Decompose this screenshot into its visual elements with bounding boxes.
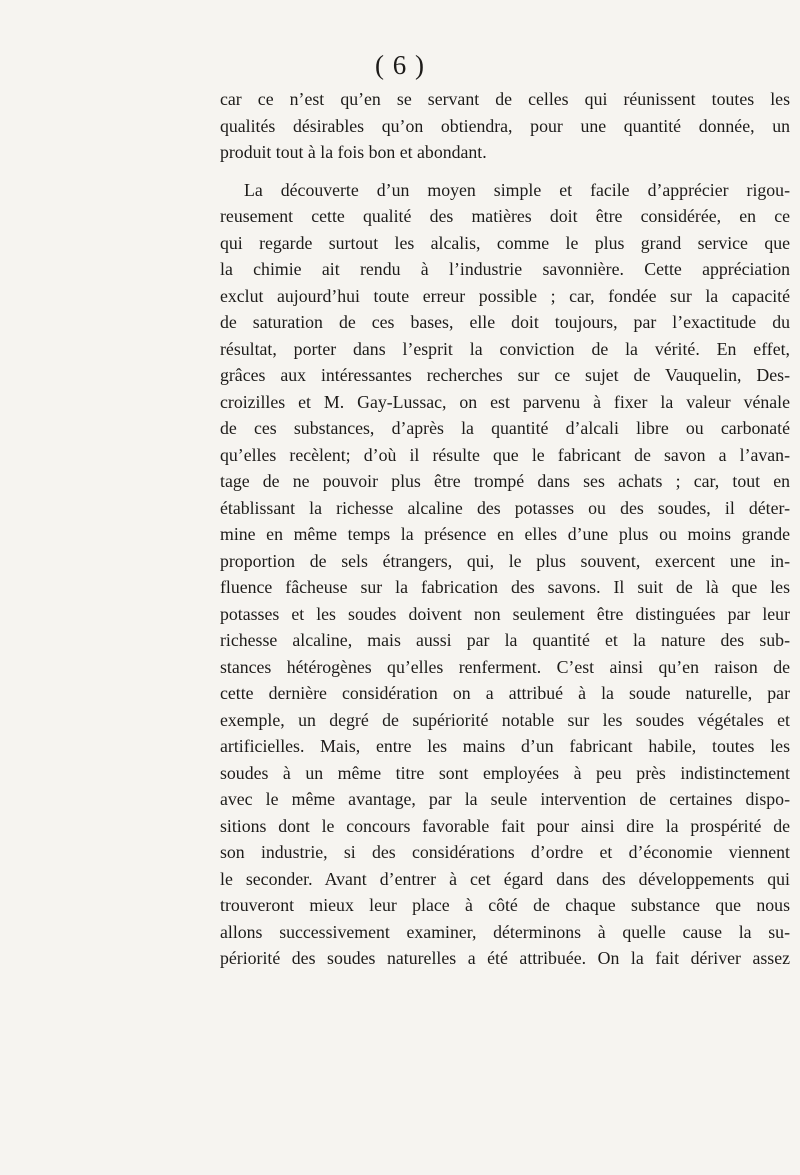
text-line: soudes à un même titre sont employées à peu près indistinctement <box>220 762 790 783</box>
text-line: produit tout à la fois bon et abondant. <box>220 142 487 162</box>
text-line: stances hétérogènes qu’elles renferment. C’est ainsi qu’en raison de <box>220 656 790 677</box>
text-line: grâces aux intéressantes recherches sur ce sujet de Vauquelin, Des- <box>220 365 790 385</box>
text-line: de saturation de ces bases, elle doit toujours, par l’exactitude du <box>220 312 790 332</box>
text-line: cette dernière considération on a attribué à la soude naturelle, par <box>220 683 790 703</box>
text-line: sitions dont le concours favorable fait pour ainsi dire la prospérité de <box>220 815 790 836</box>
text-line: car ce n’est qu’en se servant de celles qui réunissent toutes les <box>220 89 790 109</box>
text-line: potasses et les soudes doivent non seulement être distinguées par leur <box>220 603 790 624</box>
text-line: artificielles. Mais, entre les mains d’un fabricant habile, toutes les <box>220 736 790 756</box>
text-line: tage de ne pouvoir plus être trompé dans ses achats ; car, tout en <box>220 471 790 491</box>
text-line: périorité des soudes naturelles a été attribuée. On la fait dériver assez <box>220 948 790 968</box>
text-line: proportion de sels étrangers, qui, le plus souvent, exercent une in- <box>220 550 790 571</box>
text-line: reusement cette qualité des matières doit être considérée, en ce <box>220 206 790 226</box>
text-line: fluence fâcheuse sur la fabrication des savons. Il suit de là que les <box>220 577 790 597</box>
text-line: qualités désirables qu’on obtiendra, pour une quantité donnée, un <box>220 115 790 136</box>
text-line: mine en même temps la présence en elles d’une plus ou moins grande <box>220 524 790 544</box>
text-line: croizilles et M. Gay-Lussac, on est parvenu à fixer la valeur vénale <box>220 391 790 412</box>
text-line: de ces substances, d’après la quantité d’alcali libre ou carbonaté <box>220 418 790 438</box>
body-text <box>220 86 790 972</box>
text-line: qu’elles recèlent; d’où il résulte que le fabricant de savon a l’avan- <box>220 444 790 465</box>
text-line: la chimie ait rendu à l’industrie savonnière. Cette appréciation <box>220 259 790 279</box>
text-line: son industrie, si des considérations d’ordre et d’économie viennent <box>220 842 790 862</box>
text-line: allons successivement examiner, déterminons à quelle cause la su- <box>220 921 790 942</box>
text-line: qui regarde surtout les alcalis, comme le plus grand service que <box>220 232 790 253</box>
text-line: exclut aujourd’hui toute erreur possible ; car, fondée sur la capacité <box>220 285 790 306</box>
text-line: richesse alcaline, mais aussi par la quantité et la nature des sub- <box>220 630 790 650</box>
text-line: trouveront mieux leur place à côté de chaque substance que nous <box>220 895 790 915</box>
paragraph-2 <box>220 177 790 972</box>
paragraph-1 <box>220 86 790 166</box>
text-line: avec le même avantage, par la seule intervention de certaines dispo- <box>220 789 790 809</box>
text-line: exemple, un degré de supériorité notable sur les soudes végétales et <box>220 709 790 730</box>
text-line: établissant la richesse alcaline des potasses ou des soudes, il déter- <box>220 497 790 518</box>
text-line: La découverte d’un moyen simple et facile d’apprécier rigou- <box>244 179 790 200</box>
text-line: le seconder. Avant d’entrer à cet égard dans des développements qui <box>220 868 790 889</box>
paragraph-gap <box>220 166 790 177</box>
page-number: ( 6 ) <box>375 50 425 80</box>
text-line: résultat, porter dans l’esprit la conviction de la vérité. En effet, <box>220 338 790 359</box>
